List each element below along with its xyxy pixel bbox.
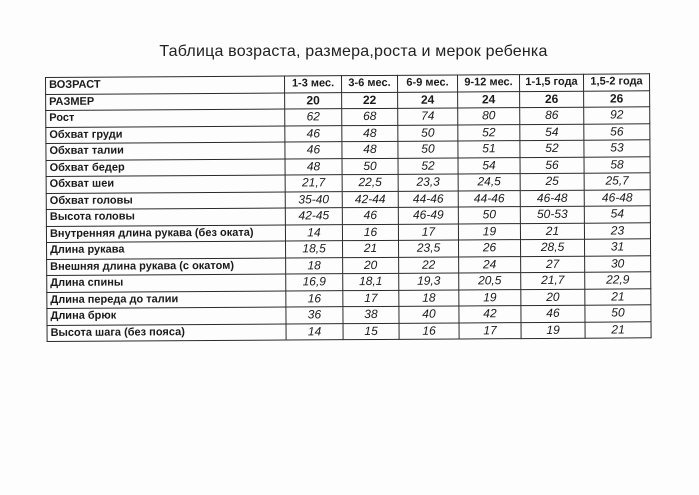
value-cell: 25 xyxy=(520,173,584,190)
value-cell: 20 xyxy=(521,289,585,306)
value-cell: 51 xyxy=(458,141,520,158)
value-cell: 21,7 xyxy=(285,175,342,192)
value-cell: 14 xyxy=(286,323,343,340)
header-cell: 6-9 мес. xyxy=(397,75,457,92)
value-cell: 24,5 xyxy=(458,174,520,191)
value-cell: 18 xyxy=(399,289,459,306)
value-cell: 48 xyxy=(285,158,342,175)
row-label-cell: Длина рукава xyxy=(47,241,286,259)
value-cell: 18 xyxy=(286,257,343,274)
value-cell: 19 xyxy=(521,322,585,339)
value-cell: 25,7 xyxy=(584,173,650,190)
value-cell: 74 xyxy=(398,108,458,125)
value-cell: 23,5 xyxy=(399,240,459,257)
value-cell: 17 xyxy=(398,223,458,240)
value-cell: 50-53 xyxy=(520,206,584,223)
row-label-cell: Обхват шеи xyxy=(46,175,285,193)
value-cell: 42 xyxy=(459,306,521,323)
value-cell: 21 xyxy=(520,223,584,240)
header-cell: 9-12 мес. xyxy=(457,75,519,92)
value-cell: 86 xyxy=(520,107,584,124)
value-cell: 20,5 xyxy=(459,273,521,290)
value-cell: 35-40 xyxy=(285,191,342,208)
value-cell: 16 xyxy=(286,290,343,307)
value-cell: 50 xyxy=(342,158,398,175)
row-label-cell: Длина брюк xyxy=(47,307,286,325)
value-cell: 14 xyxy=(285,224,342,241)
value-cell: 38 xyxy=(343,306,399,323)
row-label-cell: РАЗМЕР xyxy=(46,93,285,111)
value-cell: 18,1 xyxy=(343,273,399,290)
row-label-cell: Длина спины xyxy=(47,274,286,292)
value-cell: 54 xyxy=(520,124,584,141)
value-cell: 22,9 xyxy=(585,272,651,289)
header-cell: 1,5-2 года xyxy=(583,74,649,91)
value-cell: 17 xyxy=(459,322,521,339)
value-cell: 42-45 xyxy=(285,208,342,225)
value-cell: 48 xyxy=(342,125,398,142)
row-label-cell: Обхват талии xyxy=(46,142,285,160)
value-cell: 19,3 xyxy=(399,273,459,290)
value-cell: 50 xyxy=(458,207,520,224)
row-label-cell: Высота шага (без пояса) xyxy=(47,324,286,342)
row-label-cell: Обхват груди xyxy=(46,126,285,144)
value-cell: 46 xyxy=(285,125,342,142)
value-cell: 26 xyxy=(459,240,521,257)
value-cell: 26 xyxy=(584,90,650,107)
value-cell: 52 xyxy=(398,157,458,174)
value-cell: 22 xyxy=(399,256,459,273)
value-cell: 68 xyxy=(342,108,398,125)
size-chart-table xyxy=(45,73,652,342)
value-cell: 20 xyxy=(285,92,342,109)
value-cell: 46-48 xyxy=(584,189,650,206)
row-label-cell: Внешняя длина рукава (с окатом) xyxy=(47,258,286,276)
value-cell: 19 xyxy=(459,289,521,306)
page-title: Таблица возраста, размера,роста и мерок ребенка xyxy=(159,43,548,60)
value-cell: 20 xyxy=(343,257,399,274)
value-cell: 17 xyxy=(343,290,399,307)
row-label-cell: Высота головы xyxy=(46,208,285,226)
value-cell: 42-44 xyxy=(342,191,398,208)
header-label-cell: ВОЗРАСТ xyxy=(46,76,285,94)
table-row xyxy=(47,321,651,341)
value-cell: 80 xyxy=(458,108,520,125)
value-cell: 27 xyxy=(521,256,585,273)
value-cell: 24 xyxy=(458,91,520,108)
value-cell: 46-49 xyxy=(398,207,458,224)
value-cell: 21,7 xyxy=(521,272,585,289)
value-cell: 50 xyxy=(585,305,651,322)
value-cell: 56 xyxy=(520,157,584,174)
value-cell: 24 xyxy=(459,256,521,273)
value-cell: 24 xyxy=(398,91,458,108)
value-cell: 16 xyxy=(399,322,459,339)
value-cell: 48 xyxy=(342,141,398,158)
value-cell: 21 xyxy=(585,288,651,305)
value-cell: 62 xyxy=(285,109,342,126)
value-cell: 58 xyxy=(584,156,650,173)
row-label-cell: Рост xyxy=(46,109,285,127)
value-cell: 46 xyxy=(521,305,585,322)
row-label-cell: Обхват головы xyxy=(46,192,285,210)
table-body xyxy=(46,90,652,341)
value-cell: 44-46 xyxy=(458,190,520,207)
value-cell: 54 xyxy=(584,206,650,223)
value-cell: 18,5 xyxy=(286,241,343,258)
value-cell: 50 xyxy=(398,141,458,158)
value-cell: 52 xyxy=(458,124,520,141)
value-cell: 36 xyxy=(286,307,343,324)
value-cell: 40 xyxy=(399,306,459,323)
header-cell: 3-6 мес. xyxy=(341,75,397,92)
value-cell: 46 xyxy=(285,142,342,159)
value-cell: 15 xyxy=(343,323,399,340)
value-cell: 19 xyxy=(458,223,520,240)
value-cell: 21 xyxy=(585,321,651,338)
value-cell: 30 xyxy=(585,255,651,272)
value-cell: 92 xyxy=(584,107,650,124)
value-cell: 54 xyxy=(458,157,520,174)
value-cell: 28,5 xyxy=(521,239,585,256)
value-cell: 21 xyxy=(343,240,399,257)
value-cell: 50 xyxy=(398,124,458,141)
value-cell: 22 xyxy=(342,92,398,109)
row-label-cell: Длина переда до талии xyxy=(47,291,286,309)
value-cell: 16,9 xyxy=(286,274,343,291)
value-cell: 53 xyxy=(584,140,650,157)
row-label-cell: Внутренняя длина рукава (без оката) xyxy=(46,225,285,243)
value-cell: 52 xyxy=(520,140,584,157)
value-cell: 46 xyxy=(342,207,398,224)
header-cell: 1-3 мес. xyxy=(284,76,341,93)
value-cell: 23,3 xyxy=(398,174,458,191)
value-cell: 16 xyxy=(342,224,398,241)
value-cell: 31 xyxy=(585,239,651,256)
value-cell: 23 xyxy=(584,222,650,239)
value-cell: 56 xyxy=(584,123,650,140)
value-cell: 46-48 xyxy=(520,190,584,207)
header-cell: 1-1,5 года xyxy=(519,74,583,91)
value-cell: 26 xyxy=(520,91,584,108)
row-label-cell: Обхват бедер xyxy=(46,159,285,177)
value-cell: 44-46 xyxy=(398,190,458,207)
value-cell: 22,5 xyxy=(342,174,398,191)
